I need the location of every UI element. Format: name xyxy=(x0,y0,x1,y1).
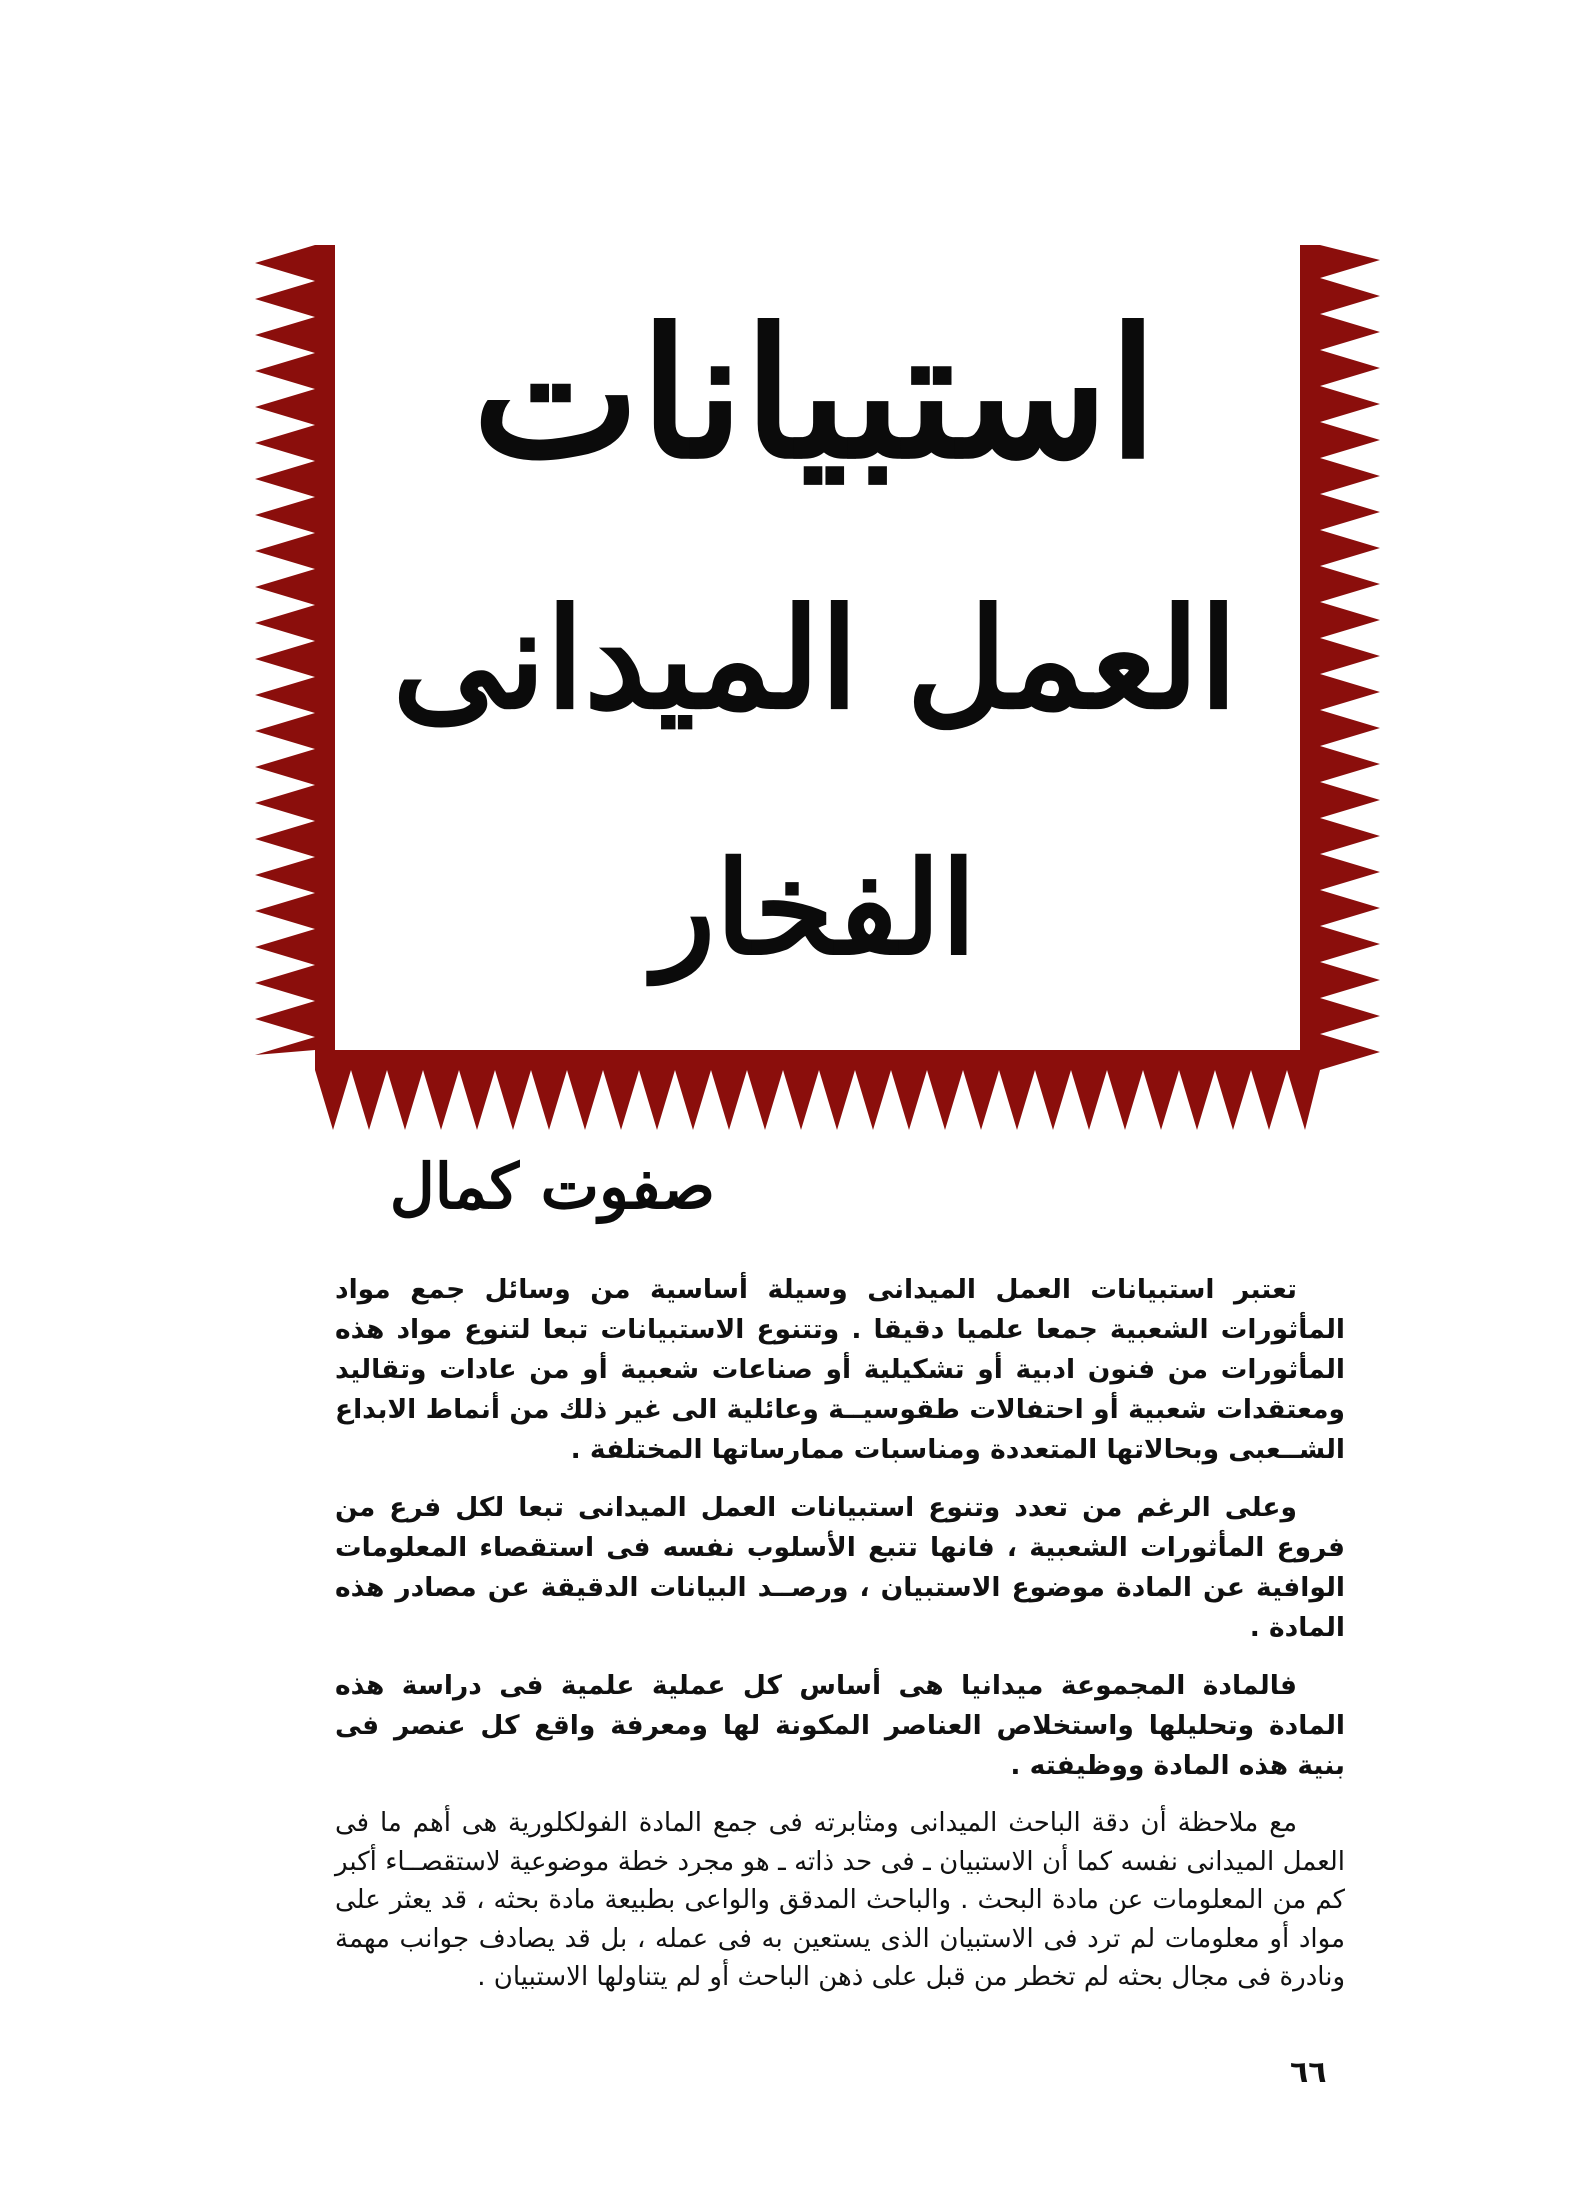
page-number: ٦٦ xyxy=(1290,2055,1327,2090)
author-name: صفوت كمال xyxy=(389,1150,715,1223)
title-frame xyxy=(255,245,1380,1150)
article-body xyxy=(335,1270,1345,2015)
title-line-2: العمل الميدانى xyxy=(392,577,1238,740)
paragraph-4: مع ملاحظة أن دقة الباحث الميدانى ومثابرته فى جمع المادة الفولكلورية هى أهم ما فى العمل الميدانى نفسه كما أن الاستبيان ـ فى حد ذاته ـ هو مجرد خطة موضوعية لاستقصــاء أكبر كم من المعلومات عن مادة البحث . والباحث المدقق والواعى بطبيعة مادة بحثه ، قد يعثر على مواد أو معلومات لم ترد فى الاستبيان الذى يستعين به فى عمله ، بل قد يصادف جوانب مهمة ونادرة فى مجال بحثه لم تخطر من قبل على ذهن الباحث أو لم يتناولها الاستبيان . xyxy=(335,1808,1345,1992)
paragraph-1: تعتبر استبيانات العمل الميدانى وسيلة أساسية من وسائل جمع مواد المأثورات الشعبية جمعا علميا دقيقا . وتتنوع الاستبيانات تبعا لتنوع مواد هذه المأثورات من فنون ادبية أو تشكيلية أو صناعات شعبية أو من عادات وتقاليد ومعتقدات شعبية أو احتفالات طقوسيــة وعائلية الى غير ذلك من أنماط الابداع الشــعبى وبحالاتها المتعددة ومناسبات ممارساتها المختلفة . xyxy=(335,1274,1345,1465)
paragraph-2: وعلى الرغم من تعدد وتنوع استبيانات العمل الميدانى تبعا لكل فرع من فروع المأثورات الشعبية ، فانها تتبع الأسلوب نفسه فى استقصاء المعلومات الوافية عن المادة موضوع الاستبيان ، ورصــد البيانات الدقيقة عن مصادر هذه المادة . xyxy=(335,1492,1345,1643)
paragraph-3: فالمادة المجموعة ميدانيا هى أساس كل عملية علمية فى دراسة هذه المادة وتحليلها واستخلاص العناصر المكونة لها ومعرفة واقع كل عنصر فى بنية هذه المادة ووظيفته . xyxy=(335,1670,1345,1781)
title-line-3: الفخار xyxy=(653,834,977,984)
title-line-1: استبيانات xyxy=(472,289,1158,498)
